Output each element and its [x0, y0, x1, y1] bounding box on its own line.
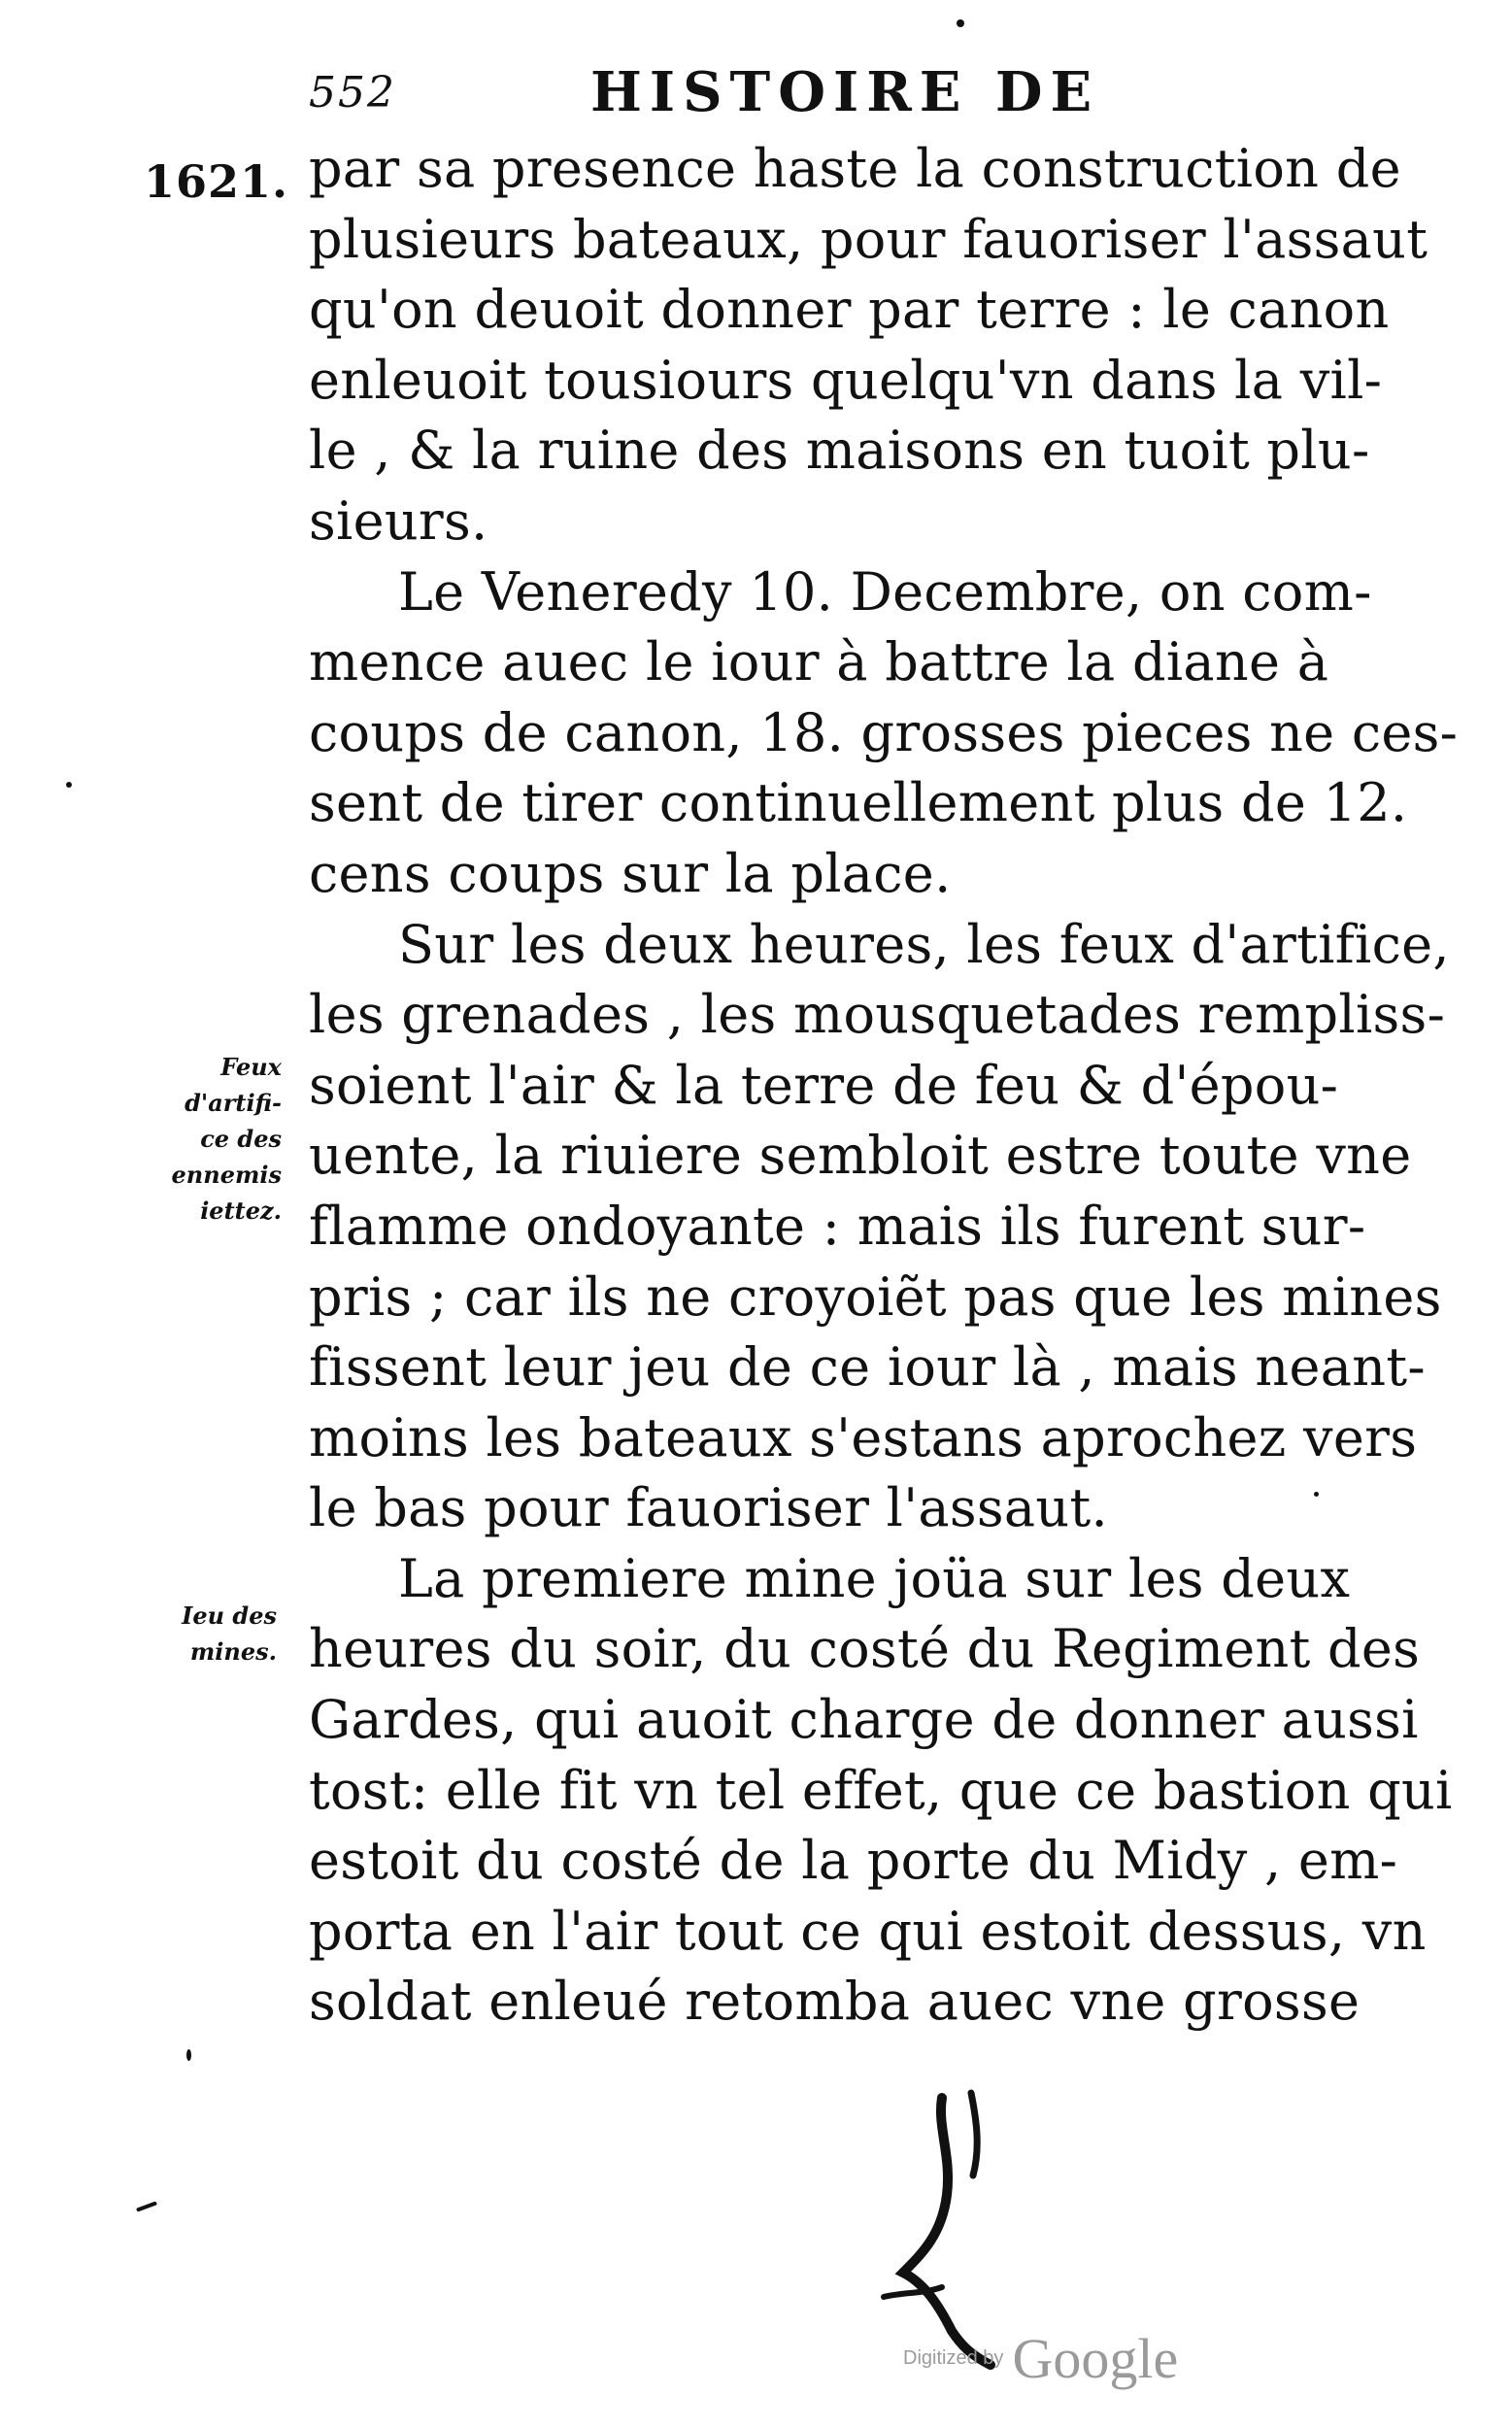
- text-line: par sa presence haste la construction de: [309, 138, 1401, 199]
- text-line: porta en l'air tout ce qui estoit dessus, vn: [309, 1900, 1427, 1962]
- scan-speck: [186, 2049, 191, 2061]
- text-line: heures du soir, du costé du Regiment des: [309, 1618, 1421, 1680]
- text-line: le bas pour fauoriser l'assaut.: [309, 1477, 1108, 1539]
- marginal-note-mines: [146, 1598, 277, 1669]
- body-text: [309, 134, 1459, 2038]
- running-head: [309, 60, 1358, 128]
- watermark-prefix: Digitized by: [903, 2347, 1004, 2369]
- text-line: pris ; car ils ne croyoiẽt pas que les mines: [309, 1265, 1442, 1328]
- text-line: sent de tirer continuellement plus de 12.: [309, 772, 1408, 834]
- text-line: moins les bateaux s'estans aprochez vers: [309, 1406, 1418, 1468]
- text-line: le , & la ruine des maisons en tuoit plu-: [309, 420, 1370, 482]
- text-line: uente, la riuiere sembloit estre toute vne: [309, 1125, 1412, 1187]
- text-line: flamme ondoyante : mais ils furent sur-: [309, 1195, 1366, 1257]
- scan-speck: [1314, 1492, 1319, 1497]
- text-line: les grenades , les mousquetades rempliss-: [309, 984, 1446, 1046]
- text-line: sieurs.: [309, 489, 488, 552]
- paragraph-start-line: Le Veneredy 10. Decembre, on com-: [398, 560, 1372, 623]
- marginal-note-fireworks: [136, 1049, 282, 1229]
- scan-speck: [66, 782, 72, 788]
- scan-speck: [136, 2201, 157, 2211]
- paragraph-start-line: La premiere mine joüa sur les deux: [398, 1547, 1351, 1609]
- text-line: soldat enleué retomba auec vne grosse: [309, 1971, 1361, 2033]
- margin-year: 1621.: [144, 155, 289, 208]
- text-line: estoit du costé de la porte du Midy , em-: [309, 1830, 1398, 1892]
- text-line: Gardes, qui auoit charge de donner aussi: [309, 1689, 1419, 1751]
- google-logo: Google: [1012, 2327, 1179, 2390]
- marginal-note-line: mines.: [189, 1637, 277, 1666]
- digitization-watermark: [903, 2326, 1178, 2391]
- marginal-note-line: d'artifi-: [185, 1089, 282, 1117]
- marginal-note-line: ce des: [200, 1125, 282, 1153]
- paragraph-start-line: Sur les deux heures, les feux d'artifice,: [398, 913, 1450, 975]
- text-line: qu'on deuoit donner par terre : le canon: [309, 279, 1390, 341]
- marginal-note-line: ennemis: [171, 1161, 282, 1189]
- running-title: HISTOIRE DE: [590, 60, 1100, 124]
- text-line: cens coups sur la place.: [309, 842, 952, 904]
- text-line: tost: elle fit vn tel effet, que ce bastion qui: [309, 1759, 1453, 1821]
- marginal-note-line: Ieu des: [182, 1602, 277, 1630]
- text-line: fissent leur jeu de ce iour là , mais neant-: [309, 1336, 1426, 1399]
- scan-speck: [957, 19, 964, 27]
- marginal-note-line: Feux: [220, 1053, 282, 1081]
- text-line: enleuoit tousiours quelqu'vn dans la vil-: [309, 349, 1383, 411]
- text-line: soient l'air & la terre de feu & d'épou-: [309, 1054, 1339, 1116]
- text-line: coups de canon, 18. grosses pieces ne ces-: [309, 701, 1459, 763]
- text-line: plusieurs bateaux, pour fauoriser l'assaut: [309, 208, 1428, 270]
- page-number: 552: [309, 68, 396, 118]
- marginal-note-line: iettez.: [200, 1197, 282, 1225]
- text-line: mence auec le iour à battre la diane à: [309, 631, 1329, 693]
